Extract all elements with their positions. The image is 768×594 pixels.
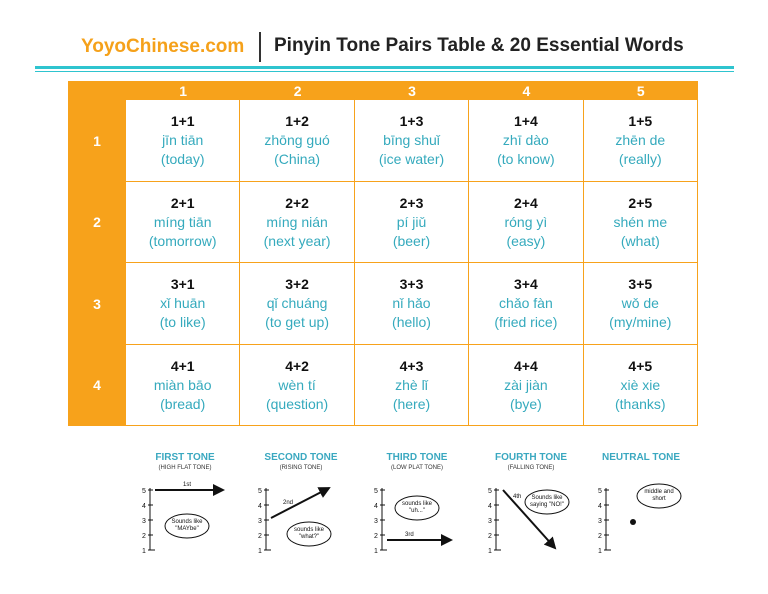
tone-pair-label: 2+1 bbox=[170, 194, 195, 211]
tone-subtitle: (LOW PLAT TONE) bbox=[391, 465, 443, 471]
tone-pair-label: 4+1 bbox=[170, 357, 195, 374]
tone-diagram bbox=[135, 444, 235, 559]
pinyin-word: zhōng guó bbox=[264, 132, 330, 149]
pinyin-word: bīng shuǐ bbox=[383, 132, 440, 149]
row-header: 3 bbox=[93, 295, 101, 312]
tone-name: FOURTH TONE bbox=[494, 452, 568, 463]
tone-pair-cell bbox=[126, 263, 240, 345]
scale-tick-label: 2 bbox=[598, 533, 602, 540]
scale-tick-label: 5 bbox=[598, 488, 602, 495]
english-meaning: (to like) bbox=[159, 314, 206, 331]
tone-subtitle: (FALLING TONE) bbox=[507, 465, 555, 471]
tone-pair-label: 4+4 bbox=[514, 357, 538, 374]
scale-tick-label: 4 bbox=[374, 503, 378, 510]
scale-tick-label: 3 bbox=[374, 518, 378, 525]
tone-pair-label: 4+2 bbox=[285, 357, 309, 374]
tone-pair-label: 2+2 bbox=[285, 194, 309, 211]
tone-pair-cell bbox=[240, 263, 354, 345]
scale-tick-label: 1 bbox=[488, 548, 492, 555]
tone-pair-label: 2+5 bbox=[628, 194, 653, 211]
english-meaning: (bread) bbox=[160, 395, 206, 412]
row-header: 1 bbox=[93, 132, 101, 149]
pinyin-word: wèn tí bbox=[278, 376, 316, 393]
scale-tick-label: 4 bbox=[598, 503, 602, 510]
speech-bubble-text: middle and short bbox=[644, 489, 674, 502]
tone-pair-cell bbox=[126, 100, 240, 182]
tone-pair-label: 1+5 bbox=[628, 113, 653, 130]
tone-pair-cell bbox=[584, 345, 698, 427]
tone-diagram bbox=[591, 444, 691, 559]
english-meaning: (today) bbox=[160, 151, 205, 168]
tone-pair-label: 2+3 bbox=[399, 194, 424, 211]
scale-tick-label: 5 bbox=[142, 488, 146, 495]
pinyin-word: zhēn de bbox=[615, 132, 666, 149]
tone-chart bbox=[367, 476, 467, 556]
tone-pair-label: 3+2 bbox=[285, 276, 309, 293]
tone-pair-label: 3+1 bbox=[170, 276, 195, 293]
pinyin-word: shén me bbox=[613, 213, 668, 230]
header-rule-thin bbox=[35, 71, 734, 72]
english-meaning: (really) bbox=[618, 151, 662, 168]
tone-pair-cell bbox=[355, 345, 469, 427]
page-title: Pinyin Tone Pairs Table & 20 Essential Words bbox=[274, 35, 684, 56]
tone-pairs-table bbox=[68, 81, 698, 426]
tone-pair-label: 1+4 bbox=[514, 113, 538, 130]
tone-label: 4th bbox=[513, 494, 522, 500]
english-meaning: (my/mine) bbox=[609, 314, 672, 331]
speech-bubble-text: sounds like "uh..." bbox=[401, 501, 433, 514]
tone-name: NEUTRAL TONE bbox=[602, 452, 680, 463]
tone-label: 1st bbox=[183, 482, 192, 488]
english-meaning: (to get up) bbox=[265, 314, 329, 331]
tone-diagram bbox=[367, 444, 467, 559]
column-header: 5 bbox=[636, 82, 645, 99]
header-divider bbox=[259, 32, 261, 62]
tone-pair-label: 2+4 bbox=[514, 194, 538, 211]
english-meaning: (hello) bbox=[392, 314, 431, 331]
english-meaning: (China) bbox=[274, 151, 321, 168]
tone-name: SECOND TONE bbox=[264, 452, 338, 463]
scale-tick-label: 3 bbox=[488, 518, 492, 525]
scale-tick-label: 4 bbox=[488, 503, 492, 510]
english-meaning: (next year) bbox=[263, 232, 331, 249]
tone-pair-cell bbox=[126, 182, 240, 264]
neutral-dot bbox=[630, 519, 636, 525]
tone-pair-cell bbox=[355, 263, 469, 345]
tone-pair-label: 3+3 bbox=[399, 276, 424, 293]
tone-pair-label: 3+5 bbox=[628, 276, 653, 293]
tone-diagram bbox=[481, 444, 581, 559]
pinyin-word: jīn tiān bbox=[162, 132, 204, 149]
scale-tick-label: 2 bbox=[374, 533, 378, 540]
scale-tick-label: 5 bbox=[488, 488, 492, 495]
scale-tick-label: 1 bbox=[598, 548, 602, 555]
tone-pair-cell bbox=[240, 182, 354, 264]
pinyin-word: míng nián bbox=[266, 213, 328, 230]
tone-diagrams bbox=[135, 444, 695, 564]
pinyin-word: qǐ chuáng bbox=[266, 295, 328, 312]
tone-pair-cell bbox=[469, 100, 583, 182]
speech-bubble-text: sounds like "what?" bbox=[293, 527, 325, 540]
english-meaning: (here) bbox=[392, 395, 431, 412]
pinyin-word: róng yì bbox=[504, 213, 548, 230]
english-meaning: (what) bbox=[620, 232, 660, 249]
tone-name: FIRST TONE bbox=[155, 452, 215, 463]
table-corner bbox=[68, 81, 126, 100]
scale-tick-label: 2 bbox=[258, 533, 262, 540]
scale-tick-label: 1 bbox=[142, 548, 146, 555]
scale-tick-label: 4 bbox=[258, 503, 262, 510]
tone-subtitle: (RISING TONE) bbox=[279, 465, 323, 471]
english-meaning: (ice water) bbox=[378, 151, 445, 168]
tone-pair-label: 4+3 bbox=[399, 357, 424, 374]
tone-pair-cell bbox=[469, 263, 583, 345]
scale-tick-label: 2 bbox=[142, 533, 146, 540]
scale-tick-label: 2 bbox=[488, 533, 492, 540]
tone-pair-label: 1+3 bbox=[399, 113, 424, 130]
scale-tick-label: 1 bbox=[258, 548, 262, 555]
column-header: 4 bbox=[522, 82, 531, 99]
tone-pair-cell bbox=[126, 345, 240, 427]
tone-pair-cell bbox=[469, 345, 583, 427]
tone-pair-cell bbox=[240, 345, 354, 427]
tone-pair-label: 4+5 bbox=[628, 357, 653, 374]
row-header: 2 bbox=[93, 214, 101, 231]
tone-label: 3rd bbox=[405, 532, 414, 538]
speech-bubble-text: Sounds like saying "NO!" bbox=[530, 495, 564, 508]
scale-tick-label: 5 bbox=[258, 488, 262, 495]
tone-subtitle: (HIGH FLAT TONE) bbox=[158, 465, 212, 471]
tone-pair-cell bbox=[355, 100, 469, 182]
tone-diagram bbox=[251, 444, 351, 559]
tone-contour-arrow bbox=[271, 488, 329, 518]
pinyin-word: zhī dào bbox=[502, 132, 549, 149]
tone-chart bbox=[481, 476, 581, 556]
tone-name: THIRD TONE bbox=[386, 452, 448, 463]
pinyin-word: miàn bāo bbox=[153, 376, 212, 393]
tone-pair-label: 1+1 bbox=[170, 113, 195, 130]
tone-pair-cell bbox=[355, 182, 469, 264]
english-meaning: (beer) bbox=[392, 232, 431, 249]
pinyin-word: pí jiǔ bbox=[396, 213, 427, 230]
english-meaning: (thanks) bbox=[615, 395, 666, 412]
english-meaning: (to know) bbox=[497, 151, 555, 168]
scale-tick-label: 3 bbox=[142, 518, 146, 525]
header bbox=[0, 28, 768, 68]
speech-bubble-text: Sounds like "MAYbe" bbox=[171, 519, 203, 532]
tone-pair-cell bbox=[240, 100, 354, 182]
tone-pair-cell bbox=[584, 263, 698, 345]
column-header: 1 bbox=[179, 82, 188, 99]
pinyin-word: xǐ huān bbox=[160, 295, 206, 312]
tone-pair-cell bbox=[584, 100, 698, 182]
english-meaning: (question) bbox=[265, 395, 329, 412]
tone-pair-label: 1+2 bbox=[285, 113, 309, 130]
scale-tick-label: 1 bbox=[374, 548, 378, 555]
pinyin-word: míng tiān bbox=[153, 213, 212, 230]
pinyin-word: nǐ hǎo bbox=[392, 295, 431, 312]
scale-tick-label: 3 bbox=[598, 518, 602, 525]
scale-tick-label: 3 bbox=[258, 518, 262, 525]
tone-chart bbox=[135, 476, 235, 556]
tone-pair-cell bbox=[584, 182, 698, 264]
brand-logo-text[interactable]: YoyoChinese.com bbox=[81, 36, 245, 57]
tone-chart bbox=[251, 476, 351, 556]
pinyin-word: zài jiàn bbox=[504, 376, 548, 393]
scale-tick-label: 4 bbox=[142, 503, 146, 510]
pinyin-word: chǎo fàn bbox=[499, 295, 553, 312]
column-header: 3 bbox=[408, 82, 416, 99]
pinyin-word: xiè xie bbox=[620, 376, 661, 393]
header-rule bbox=[35, 66, 734, 69]
tone-label: 2nd bbox=[283, 500, 294, 506]
tone-chart bbox=[591, 476, 691, 556]
english-meaning: (tomorrow) bbox=[148, 232, 217, 249]
tone-pair-label: 3+4 bbox=[514, 276, 538, 293]
tone-pair-cell bbox=[469, 182, 583, 264]
english-meaning: (easy) bbox=[506, 232, 546, 249]
row-header: 4 bbox=[93, 377, 101, 394]
pinyin-word: zhè lǐ bbox=[395, 376, 428, 393]
column-header: 2 bbox=[293, 82, 302, 99]
pinyin-word: wǒ de bbox=[621, 295, 659, 312]
scale-tick-label: 5 bbox=[374, 488, 378, 495]
english-meaning: (bye) bbox=[509, 395, 542, 412]
english-meaning: (fried rice) bbox=[494, 314, 558, 331]
